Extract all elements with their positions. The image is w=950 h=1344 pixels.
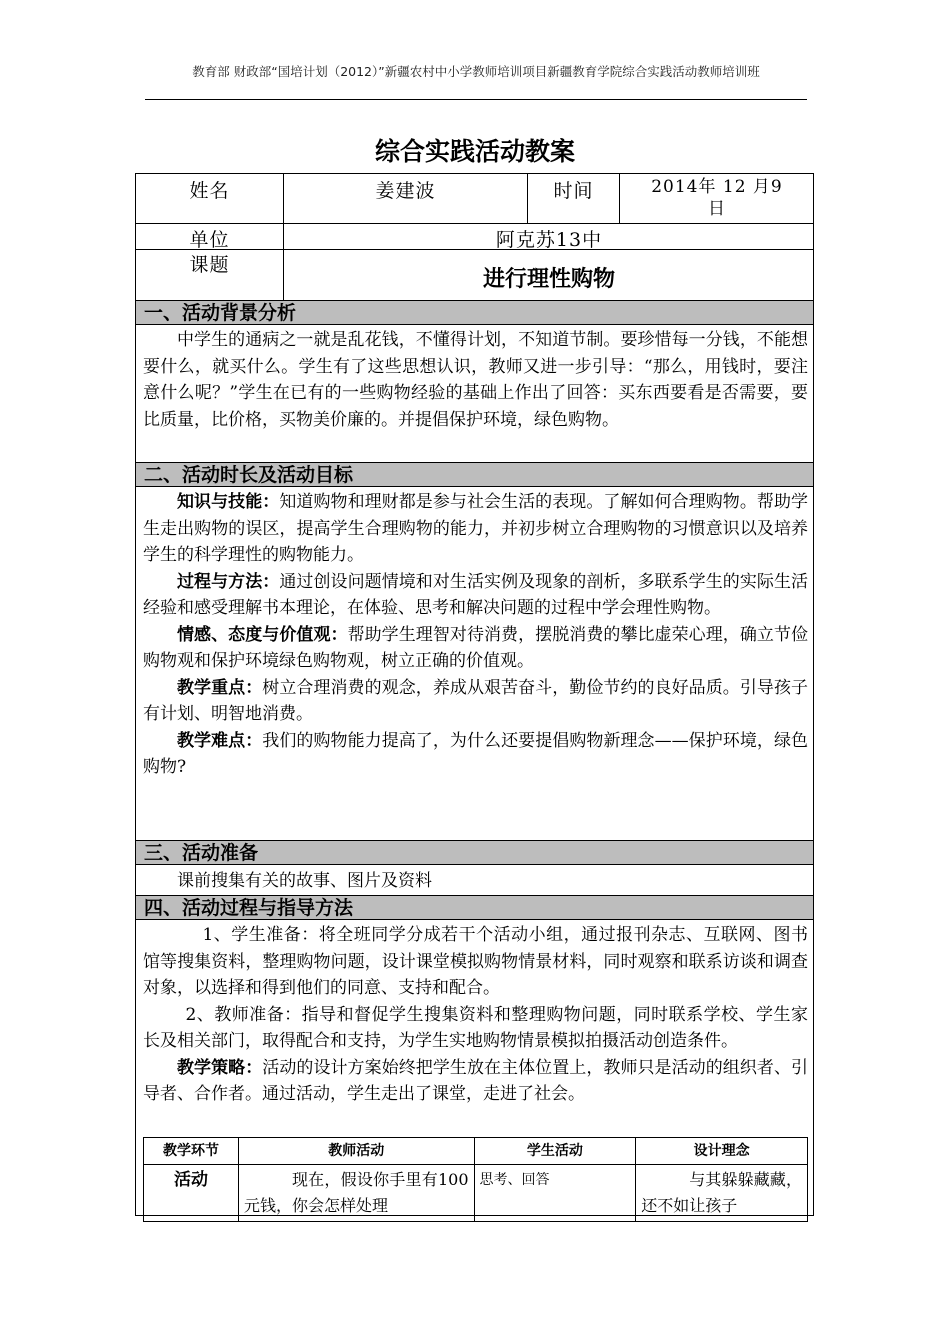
page-header: 教育部 财政部“国培计划（2012）”新疆农村中小学教师培训项目新疆教育学院综合实践活动教师培训班 bbox=[192, 64, 760, 79]
section-heading-background: 一、活动背景分析 bbox=[136, 300, 813, 325]
document-title: 综合实践活动教案 bbox=[374, 137, 575, 166]
goals-text bbox=[143, 489, 808, 781]
process-teacher-prep: 2、教师准备：指导和督促学生搜集资料和整理购物问题，同时联系学校、学生家长及相关部门，取得配合和支持，为学生实地购物情景模拟拍摄活动创造条件。 bbox=[143, 1004, 808, 1051]
topic-label: 课题 bbox=[189, 254, 230, 276]
time-value-line2: 日 bbox=[708, 199, 726, 219]
background-analysis-text bbox=[143, 327, 808, 433]
background-paragraph: 中学生的通病之一就是乱花钱，不懂得计划，不知道节制。要珍惜每一分钱，不能想要什么，就买什么。学生有了这些思想认识，教师又进一步引导：“那么，用钱时，要注意什么呢？”学生在已有的一些购物经验的基础上作出了回答：买东西要看是否需要，要比质量，比价格，买物美价廉的。并提倡保护环境，绿色购物。 bbox=[143, 330, 808, 430]
topic-value: 进行理性购物 bbox=[482, 267, 615, 292]
col-header-student: 学生活动 bbox=[474, 1138, 636, 1165]
time-label: 时间 bbox=[553, 180, 594, 202]
name-label: 姓名 bbox=[189, 180, 230, 202]
process-text bbox=[143, 922, 808, 1108]
goal-attitude: 情感、态度与价值观：帮助学生理智对待消费，摆脱消费的攀比虚荣心理，确立节俭购物观和保护环境绿色购物观，树立正确的价值观。 bbox=[143, 624, 809, 671]
cell-student: 思考、回答 bbox=[474, 1165, 636, 1222]
unit-value: 阿克苏13中 bbox=[495, 229, 603, 251]
unit-label: 单位 bbox=[189, 229, 230, 251]
goal-key-point: 教学重点：树立合理消费的观念，养成从艰苦奋斗，勤俭节约的良好品质。引导孩子有计划、明智地消费。 bbox=[143, 677, 809, 724]
section-heading-goals: 二、活动时长及活动目标 bbox=[136, 462, 813, 487]
process-student-prep: 1、学生准备：将全班同学分成若干个活动小组，通过报刊杂志、互联网、图书馆等搜集资料，整理购物问题，设计课堂模拟购物情景材料，同时观察和联系访谈和调查对象，以选择和得到他们的同意、支持和配合。 bbox=[143, 925, 808, 998]
preparation-text bbox=[143, 868, 808, 895]
col-header-teacher: 教师活动 bbox=[238, 1138, 474, 1165]
cell-teacher: 现在，假设你手里有100元钱，你会怎样处理 bbox=[238, 1165, 474, 1222]
table-header-row bbox=[144, 1138, 808, 1165]
cell-idea: 与其躲躲藏藏，还不如让孩子 bbox=[636, 1165, 808, 1222]
time-value-line1: 2014年 12 月9 bbox=[651, 177, 783, 197]
grid-line bbox=[135, 223, 814, 224]
goal-knowledge: 知识与技能：知道购物和理财都是参与社会生活的表现。了解如何合理购物。帮助学生走出购物的误区，提高学生合理购物的能力，并初步树立合理购物的习惯意识以及培养学生的科学理性的购物能力。 bbox=[143, 492, 809, 565]
header-rule bbox=[145, 99, 807, 100]
section-heading-process: 四、活动过程与指导方法 bbox=[136, 895, 813, 920]
goal-difficulty: 教学难点：我们的购物能力提高了，为什么还要提倡购物新理念——保护环境，绿色购物? bbox=[143, 730, 809, 777]
process-strategy: 教学策略：活动的设计方案始终把学生放在主体位置上，教师只是活动的组织者、引导者、合作者。通过活动，学生走出了课堂，走进了社会。 bbox=[143, 1057, 809, 1104]
table-row bbox=[144, 1165, 808, 1222]
section-heading-preparation: 三、活动准备 bbox=[136, 840, 813, 865]
process-table bbox=[143, 1137, 808, 1222]
time-value bbox=[620, 176, 814, 220]
name-value: 姜建波 bbox=[375, 180, 436, 202]
cell-stage: 活动 bbox=[144, 1165, 239, 1222]
goal-process: 过程与方法：通过创设问题情境和对生活实例及现象的剖析，多联系学生的实际生活经验和感受理解书本理论，在体验、思考和解决问题的过程中学会理性购物。 bbox=[143, 571, 809, 618]
col-header-stage: 教学环节 bbox=[144, 1138, 239, 1165]
preparation-paragraph: 课前搜集有关的故事、图片及资料 bbox=[177, 871, 432, 891]
col-header-idea: 设计理念 bbox=[636, 1138, 808, 1165]
